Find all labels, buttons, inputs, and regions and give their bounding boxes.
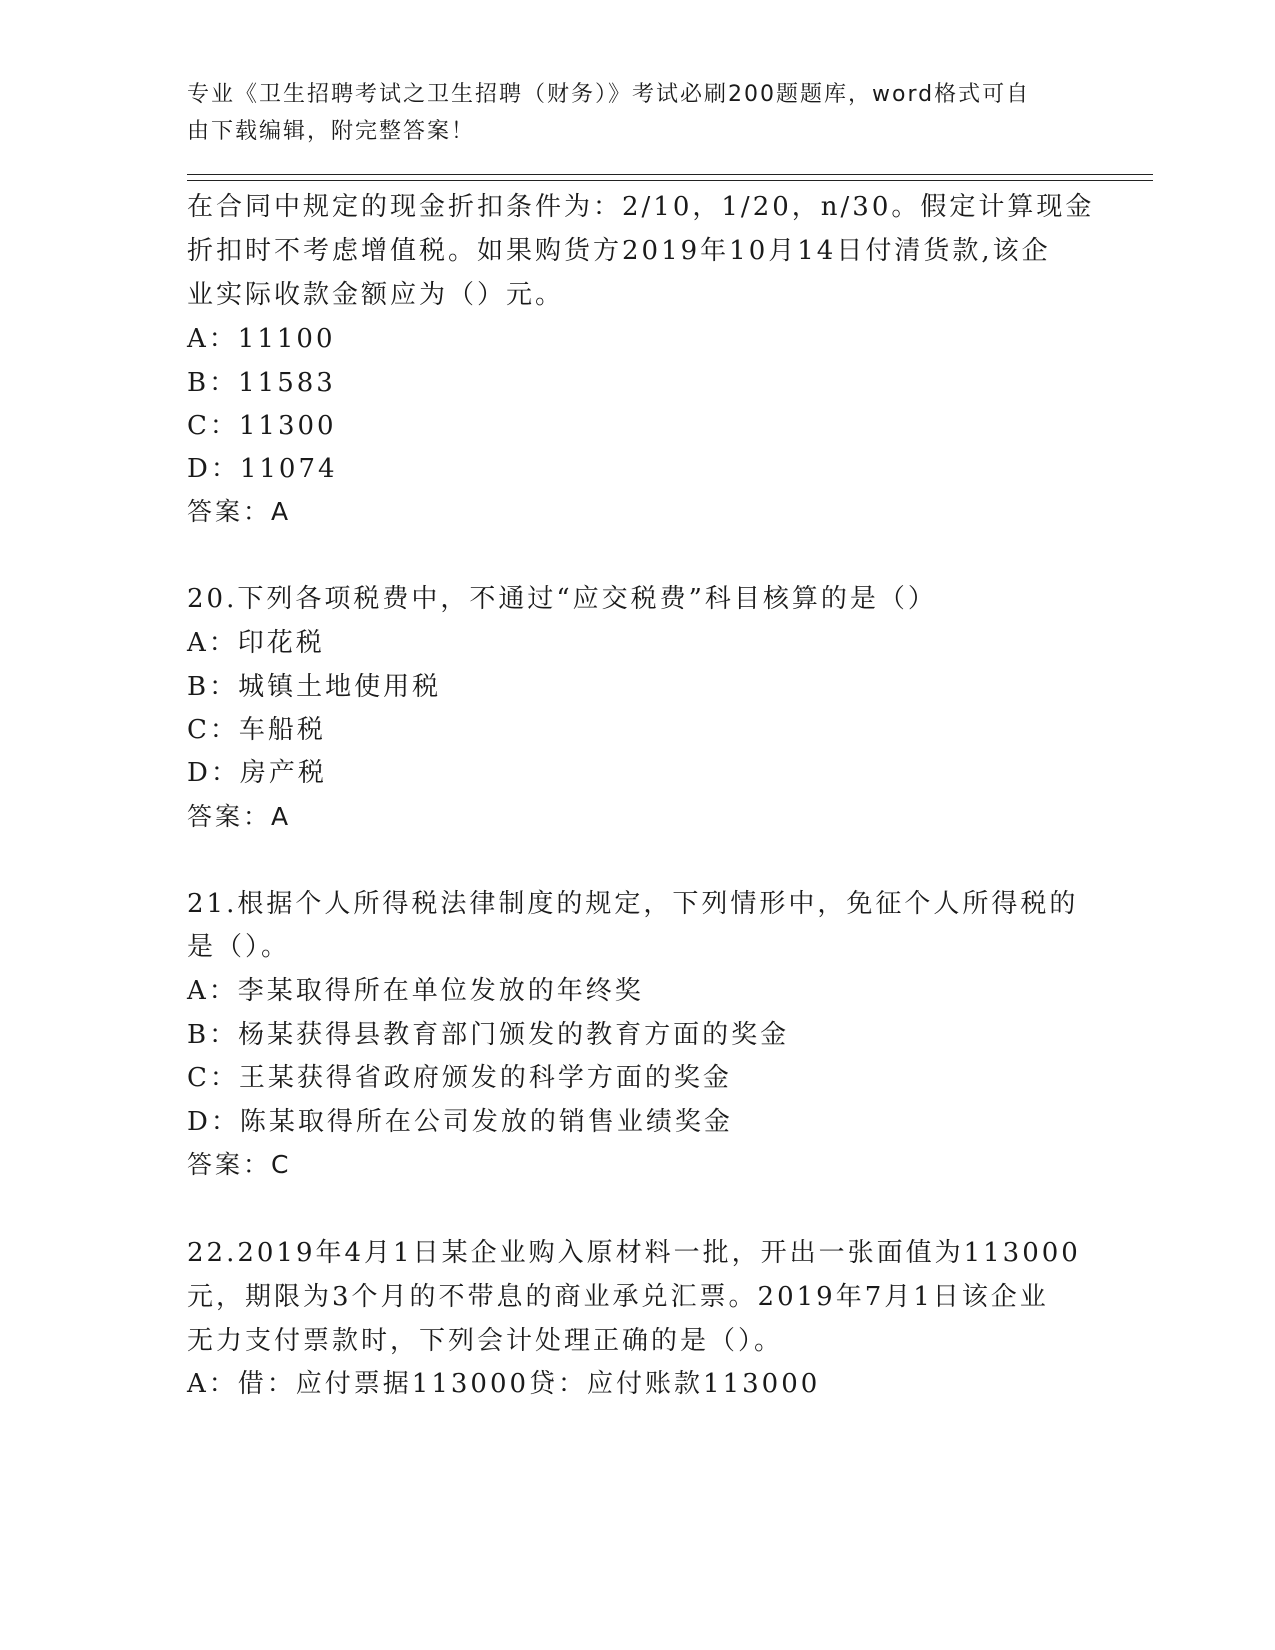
q19-option-b: B：11583 <box>187 368 336 398</box>
q19-stem-line-3: 业实际收款金额应为（）元。 <box>187 280 565 310</box>
q20-option-b: B：城镇土地使用税 <box>187 672 442 702</box>
header-divider-bottom <box>187 180 1153 181</box>
q22-stem-line-2: 元，期限为3个月的不带息的商业承兑汇票。2019年7月1日该企业 <box>187 1282 1049 1312</box>
q21-option-b: B：杨某获得县教育部门颁发的教育方面的奖金 <box>187 1020 790 1050</box>
q21-stem-line-1: 21.根据个人所得税法律制度的规定，下列情形中，免征个人所得税的 <box>187 889 1079 919</box>
q21-answer: 答案：C <box>187 1150 292 1179</box>
q20-stem-line-1: 20.下列各项税费中，不通过“应交税费”科目核算的是（） <box>187 584 937 614</box>
q20-answer: 答案：A <box>187 802 292 831</box>
q22-stem-line-3: 无力支付票款时，下列会计处理正确的是（）。 <box>187 1326 784 1356</box>
header-title-line-1: 专业《卫生招聘考试之卫生招聘（财务）》考试必刷200题题库，word格式可自 <box>187 82 1031 107</box>
q20-option-c: C：车船税 <box>187 715 326 745</box>
q20-option-a: A：印花税 <box>187 628 325 658</box>
q19-answer: 答案：A <box>187 497 292 526</box>
q19-stem-line-1: 在合同中规定的现金折扣条件为：2/10，1/20，n/30。假定计算现金 <box>187 192 1095 222</box>
q22-option-a: A：借：应付票据113000贷：应付账款113000 <box>187 1369 821 1399</box>
q19-option-a: A：11100 <box>187 324 336 354</box>
q22-stem-line-1: 22.2019年4月1日某企业购入原材料一批，开出一张面值为113000 <box>187 1238 1081 1268</box>
q20-option-d: D：房产税 <box>187 758 327 788</box>
header-divider-top <box>187 174 1153 175</box>
q19-option-c: C：11300 <box>187 411 337 441</box>
q21-option-d: D：陈某取得所在公司发放的销售业绩奖金 <box>187 1107 733 1137</box>
q19-option-d: D：11074 <box>187 454 338 484</box>
header-title-line-2: 由下载编辑，附完整答案！ <box>187 119 476 144</box>
q21-stem-line-2: 是（）。 <box>187 932 291 962</box>
document-header <box>187 76 1067 150</box>
q21-option-c: C：王某获得省政府颁发的科学方面的奖金 <box>187 1063 732 1093</box>
q19-stem-line-2: 折扣时不考虑增值税。如果购货方2019年10月14日付清货款,该企 <box>187 236 1051 266</box>
q21-option-a: A：李某取得所在单位发放的年终奖 <box>187 976 644 1006</box>
